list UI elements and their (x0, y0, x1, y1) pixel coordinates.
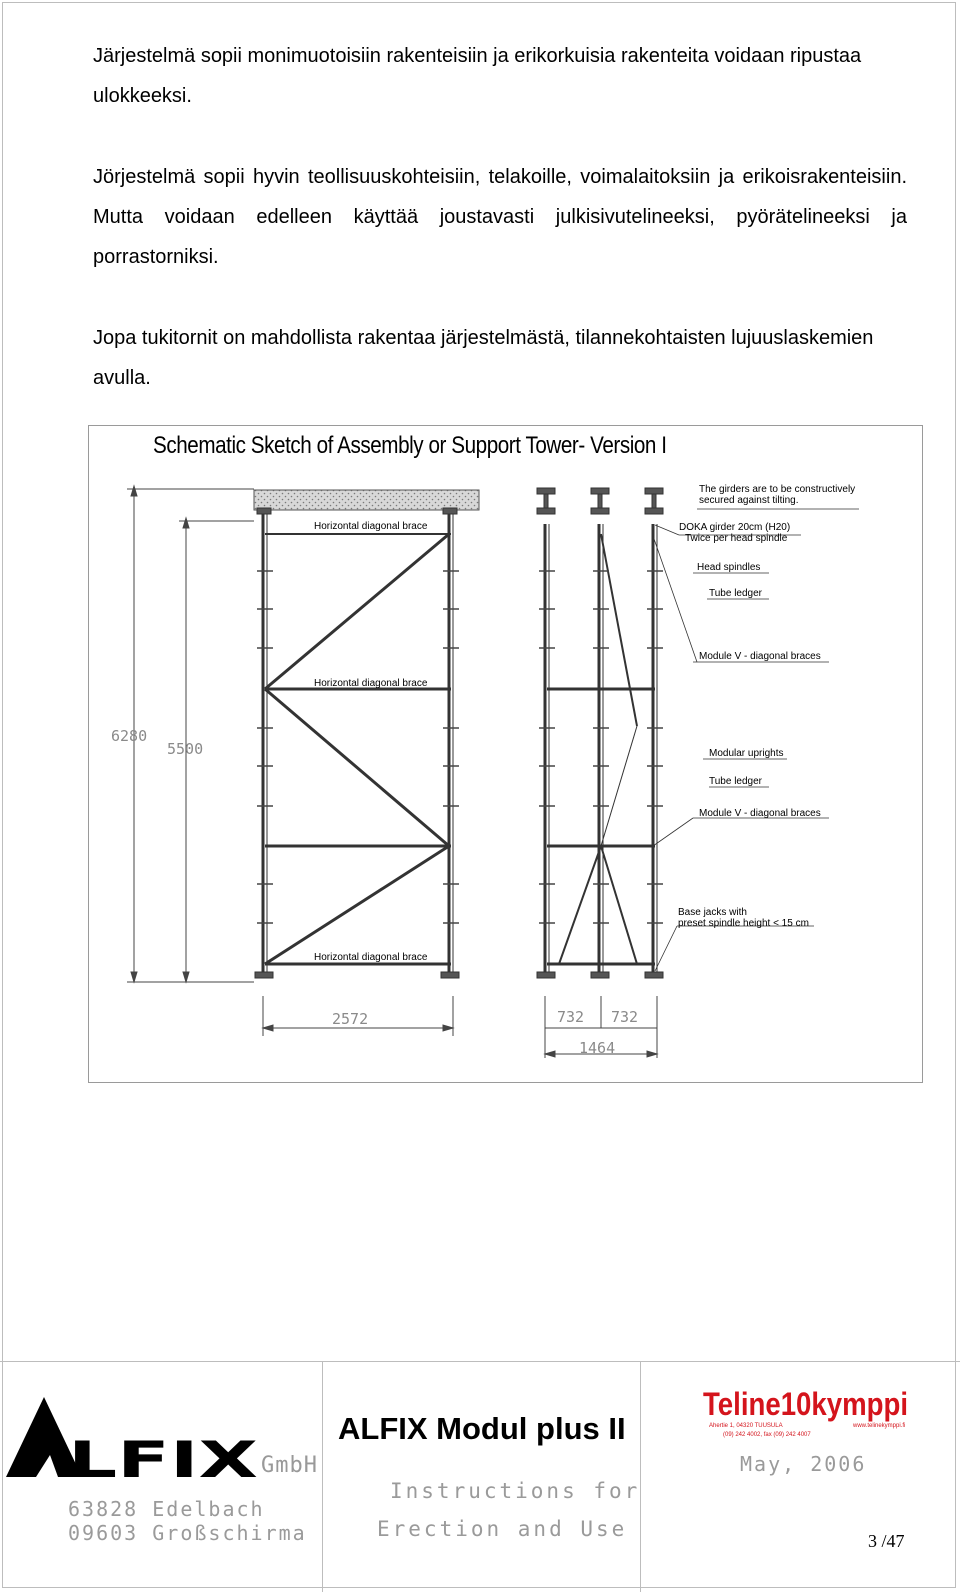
leader-lines (653, 509, 859, 971)
brace-label-mid: Horizontal diagonal brace (314, 678, 428, 689)
alfix-logo (6, 1397, 261, 1493)
footer-divider (0, 1361, 960, 1362)
tube-ledger-label-2: Tube ledger (709, 776, 762, 787)
doka-label-2: Twice per head spindle (685, 533, 788, 544)
gmbh-text: GmbH (261, 1453, 318, 1478)
module-v-label-1: Module V - diagonal braces (699, 651, 821, 662)
dimension-732-b: 732 (611, 1008, 639, 1026)
figure-title: Schematic Sketch of Assembly or Support Tower- Version I (153, 432, 667, 459)
address-line-2: 09603 Großschirma (68, 1521, 307, 1545)
right-tower-node-ticks (539, 571, 663, 923)
teline-logo (703, 1383, 913, 1443)
paragraph-3: Jopa tukitornit on mahdollista rakentaa järjestelmästä, tilannekohtaisten lujuuslaskemien avulla. (93, 327, 874, 389)
partner-address: Ahertie 1, 04320 TUUSULA (709, 1423, 783, 1429)
teline-logo-text: Teline10kymppi (703, 1386, 908, 1422)
base-jacks-label-2: preset spindle height < 15 cm (678, 918, 809, 929)
alfix-brand-text: LFIX (68, 1431, 258, 1489)
base-jacks-label-1: Base jacks with (678, 907, 747, 918)
module-v-label-2: Module V - diagonal braces (699, 808, 821, 819)
doka-label-1: DOKA girder 20cm (H20) (679, 522, 791, 533)
dimension-2572: 2572 (332, 1010, 369, 1028)
footer-column-divider-1 (322, 1361, 323, 1592)
partner-web: www.telinekymppi.fi (853, 1423, 906, 1429)
paragraph-2: Jörjestelmä sopii hyvin teollisuuskohteisiin, telakoille, voimalaitoksiin ja erikoisrakenteisiin. Mutta voidaan edelleen käyttää joustavasti julkisivutelineeksi, pyörätelineeksi ja porrastorniksi. (93, 166, 907, 268)
tube-ledger-label-1: Tube ledger (709, 588, 762, 599)
girders-note-1: The girders are to be constructively (699, 484, 856, 495)
dimension-1464: 1464 (579, 1039, 616, 1057)
head-spindles-label: Head spindles (697, 562, 761, 573)
subtitle-line-2: Erection and Use (377, 1517, 628, 1541)
girders-note-2: secured against tilting. (699, 495, 799, 506)
left-tower-node-ticks (257, 571, 459, 923)
left-tower (255, 508, 459, 978)
product-title: ALFIX Modul plus II (338, 1411, 626, 1446)
footer-column-divider-2 (640, 1361, 641, 1592)
dimension-5500: 5500 (167, 740, 204, 758)
dimension-6280: 6280 (111, 727, 148, 745)
paragraph-1: Järjestelmä sopii monimuotoisiin rakenteisiin ja erikorkuisia rakenteita voidaan ripustaa ulokkeeksi. (93, 45, 862, 107)
brace-label-bottom: Horizontal diagonal brace (314, 952, 428, 963)
page-number: 3 /47 (868, 1531, 905, 1551)
subtitle-line-1: Instructions for (390, 1479, 641, 1503)
address-line-1: 63828 Edelbach (68, 1497, 265, 1521)
tower-schematic-figure (88, 425, 923, 1083)
right-tower (537, 488, 663, 978)
dimension-732-a: 732 (557, 1008, 585, 1026)
document-date: May, 2006 (740, 1452, 867, 1476)
partner-phone: (09) 242 4002, fax (09) 242 4007 (723, 1432, 811, 1438)
modular-uprights-label: Modular uprights (709, 748, 784, 759)
brace-label-top: Horizontal diagonal brace (314, 521, 428, 532)
concrete-slab (254, 490, 479, 510)
page-footer (0, 1361, 960, 1592)
tower-drawing (89, 426, 924, 1084)
